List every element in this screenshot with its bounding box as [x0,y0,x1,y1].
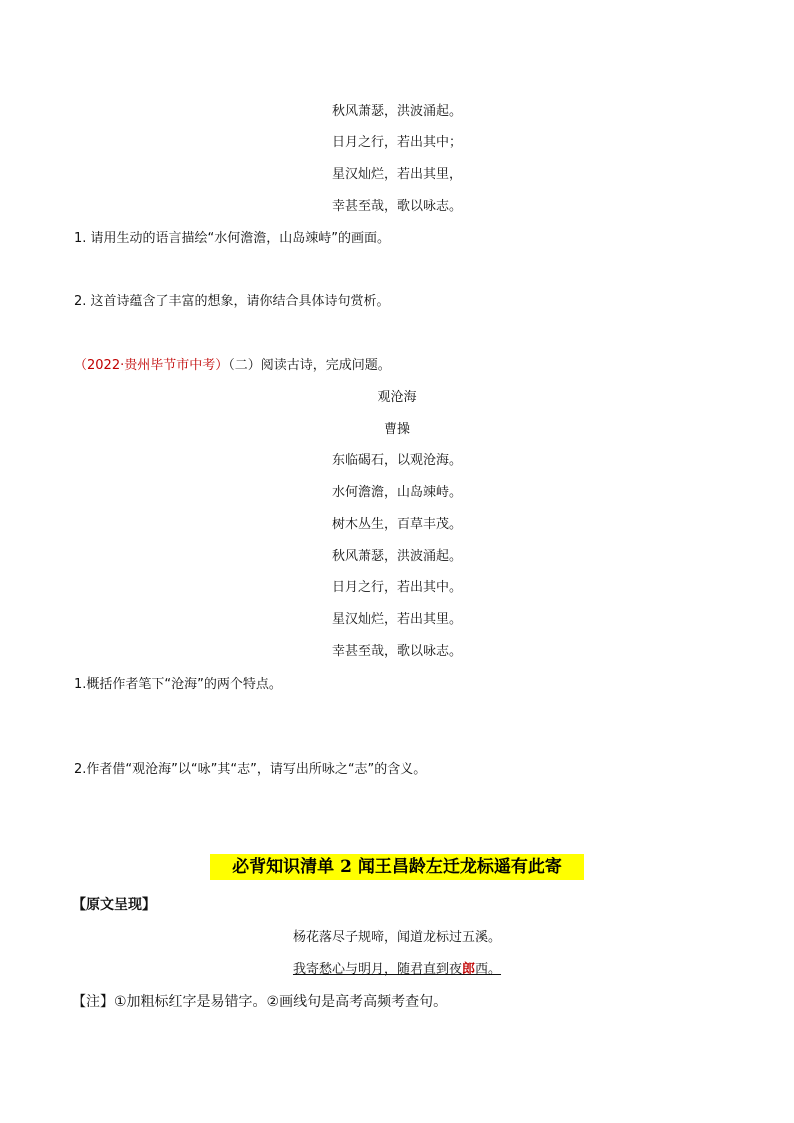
error-prone-char: 郎 [461,962,475,977]
question-a-1: 1. 请用生动的语言描绘“水何澹澹，山岛竦峙”的画面。 [74,231,391,246]
section2-heading [74,357,391,375]
question-b-2: 2.作者借“观沧海”以“咏”其“志”，请写出所咏之“志”的含义。 [74,762,427,777]
poem-title: 观沧海 [377,390,417,405]
poem-line-3: 树木丛生，百草丰茂。 [331,517,462,532]
poem-line-6: 星汉灿烂，若出其里。 [331,612,462,627]
poem-line-1: 东临碣石，以观沧海。 [331,453,462,468]
poem-a-line-2: 日月之行，若出其中； [331,135,462,150]
question-b-1: 1.概括作者笔下“沧海”的两个特点。 [74,677,282,692]
poem-b-line-2-part-b: 西。 [475,962,502,977]
poem-line-2: 水何澹澹，山岛竦峙。 [331,485,462,500]
poem-a-line-1: 秋风萧瑟，洪波涌起。 [331,104,462,119]
poem-a-line-3: 星汉灿烂，若出其里， [331,167,462,182]
poem-b-line-1: 杨花落尽子规啼，闻道龙标过五溪。 [292,930,501,945]
poem-line-4: 秋风萧瑟，洪波涌起。 [331,549,462,564]
poem-b-line-2 [0,961,794,979]
poem-line-5: 日月之行，若出其中。 [331,580,462,595]
original-text-label: 【原文呈现】 [72,897,156,913]
poem-b-line-2-text [293,962,501,977]
poem-b-line-2-part-a: 我寄愁心与明月，随君直到夜 [292,962,462,977]
poem-line-7: 幸甚至哉，歌以咏志。 [331,644,462,659]
question-a-2: 2. 这首诗蕴含了丰富的想象，请你结合具体诗句赏析。 [74,294,390,309]
source-label: （2022·贵州毕节市中考） [74,358,229,373]
poem-a-line-4: 幸甚至哉，歌以咏志。 [331,199,462,214]
section2-intro: （二）阅读古诗，完成问题。 [228,358,391,373]
note: 【注】①加粗标红字是易错字。②画线句是高考高频考查句。 [72,994,448,1010]
poem-author: 曹操 [383,422,410,437]
knowledge-list-banner: 必背知识清单 2 闻王昌龄左迁龙标遥有此寄 [210,854,584,880]
